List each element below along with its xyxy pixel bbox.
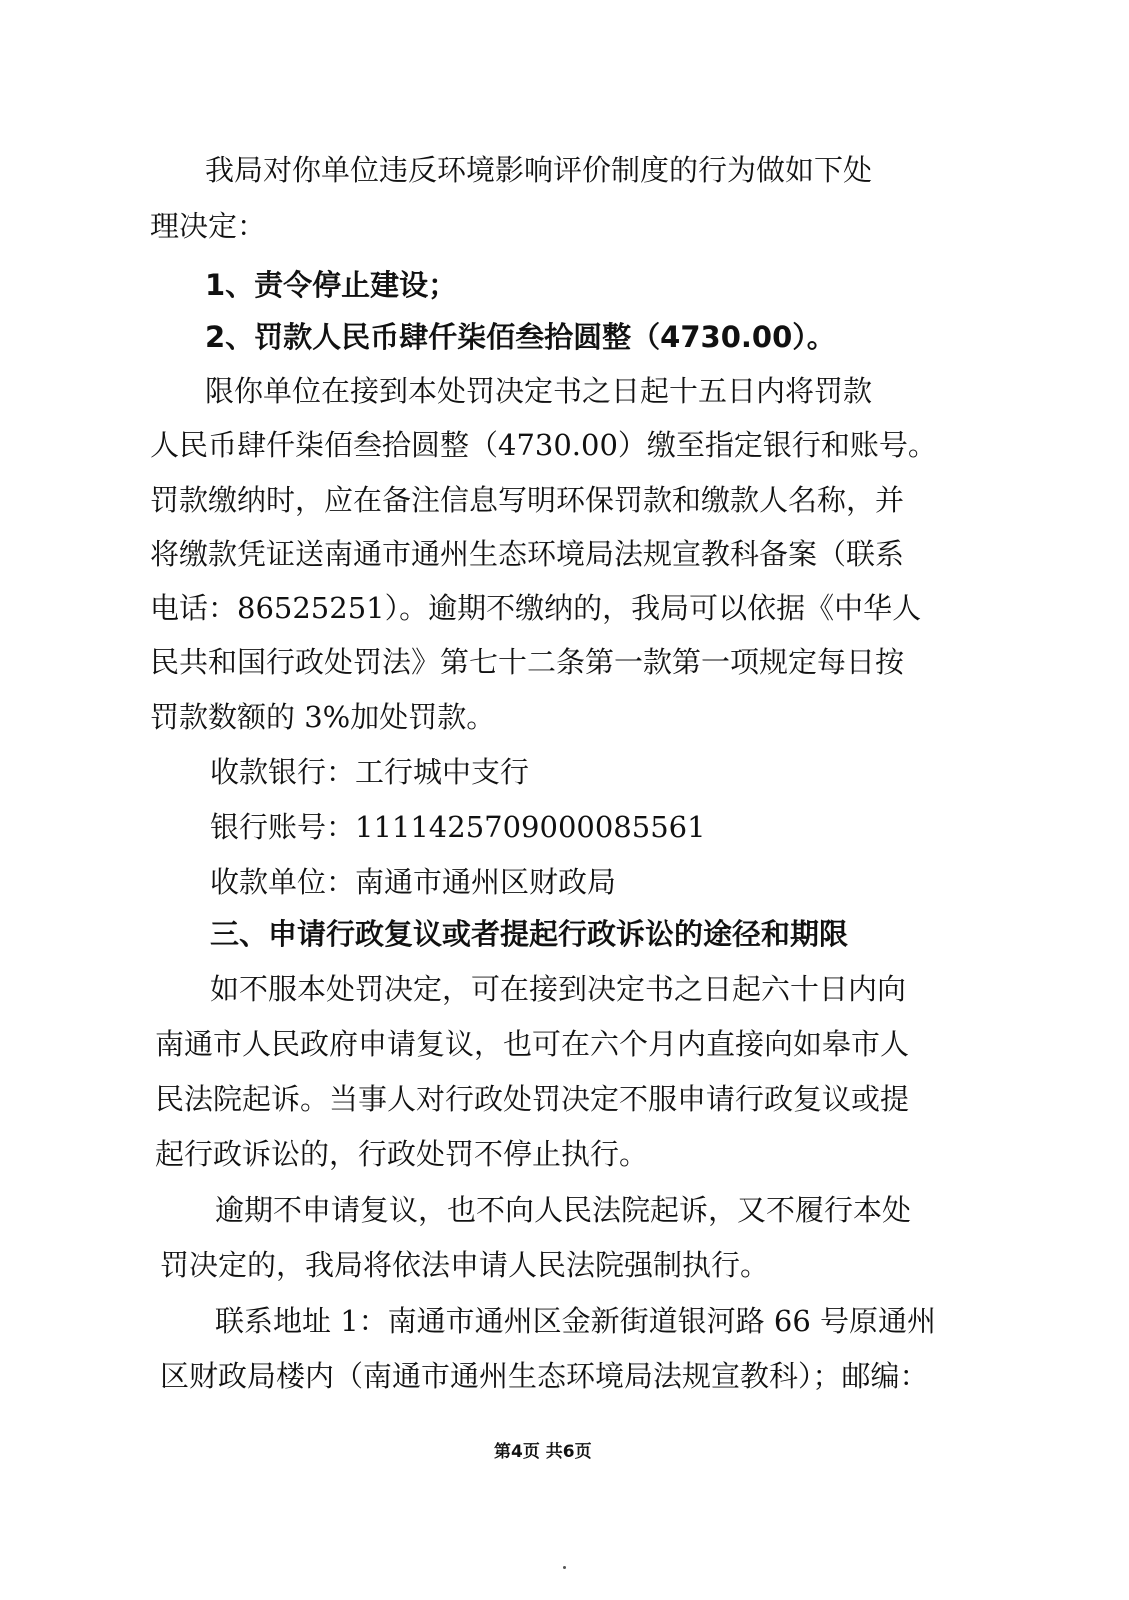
paragraph-2-line-2: 人民币肆仟柒佰叁拾圆整（4730.00）缴至指定银行和账号。 [150,428,937,462]
paragraph-2-line-7: 罚款数额的 3%加处罚款。 [150,700,496,734]
paragraph-2-line-5: 电话：86525251）。逾期不缴纳的，我局可以依据《中华人 [150,591,922,625]
paragraph-2-line-6: 民共和国行政处罚法》第七十二条第一款第一项规定每日按 [150,645,905,679]
receiving-bank: 收款银行：工行城中支行 [210,755,530,789]
decision-item-2: 2、罚款人民币肆仟柒佰叁拾圆整（4730.00）。 [205,320,836,354]
paragraph-2-line-4: 将缴款凭证送南通市通州生态环境局法规宣教科备案（联系 [150,537,905,571]
payee-unit: 收款单位：南通市通州区财政局 [210,865,617,899]
paragraph-2-line-1: 限你单位在接到本处罚决定书之日起十五日内将罚款 [205,374,873,408]
paragraph-4-line-2: 罚决定的，我局将依法申请人民法院强制执行。 [160,1248,770,1282]
paragraph-3-line-4: 起行政诉讼的，行政处罚不停止执行。 [155,1137,649,1171]
paragraph-3-line-3: 民法院起诉。当事人对行政处罚决定不服申请行政复议或提 [155,1082,910,1116]
decision-item-1: 1、责令停止建设； [205,268,458,302]
paragraph-4-line-1: 逾期不申请复议，也不向人民法院起诉，又不履行本处 [215,1193,912,1227]
paragraph-5-line-2: 区财政局楼内（南通市通州生态环境局法规宣教科）；邮编： [160,1359,929,1393]
paragraph-2-line-3: 罚款缴纳时，应在备注信息写明环保罚款和缴款人名称，并 [150,483,905,517]
page-footer: 第4页 共6页 [494,1442,592,1462]
text: 我局对你单位违反环境影响评价制度的行为做如下处 [205,153,873,187]
paragraph-1-line-1 [205,150,915,190]
bank-account: 银行账号：1111425709000085561 [210,810,706,844]
paragraph-1-line-2: 理决定： [150,209,267,243]
scan-speck [563,1566,566,1569]
paragraph-3-line-2: 南通市人民政府申请复议，也可在六个月内直接向如皋市人 [155,1027,910,1061]
paragraph-5-line-1: 联系地址 1：南通市通州区金新街道银河路 66 号原通州 [215,1304,937,1338]
section-3-heading: 三、申请行政复议或者提起行政诉讼的途径和期限 [210,917,849,951]
paragraph-3-line-1: 如不服本处罚决定，可在接到决定书之日起六十日内向 [210,972,907,1006]
